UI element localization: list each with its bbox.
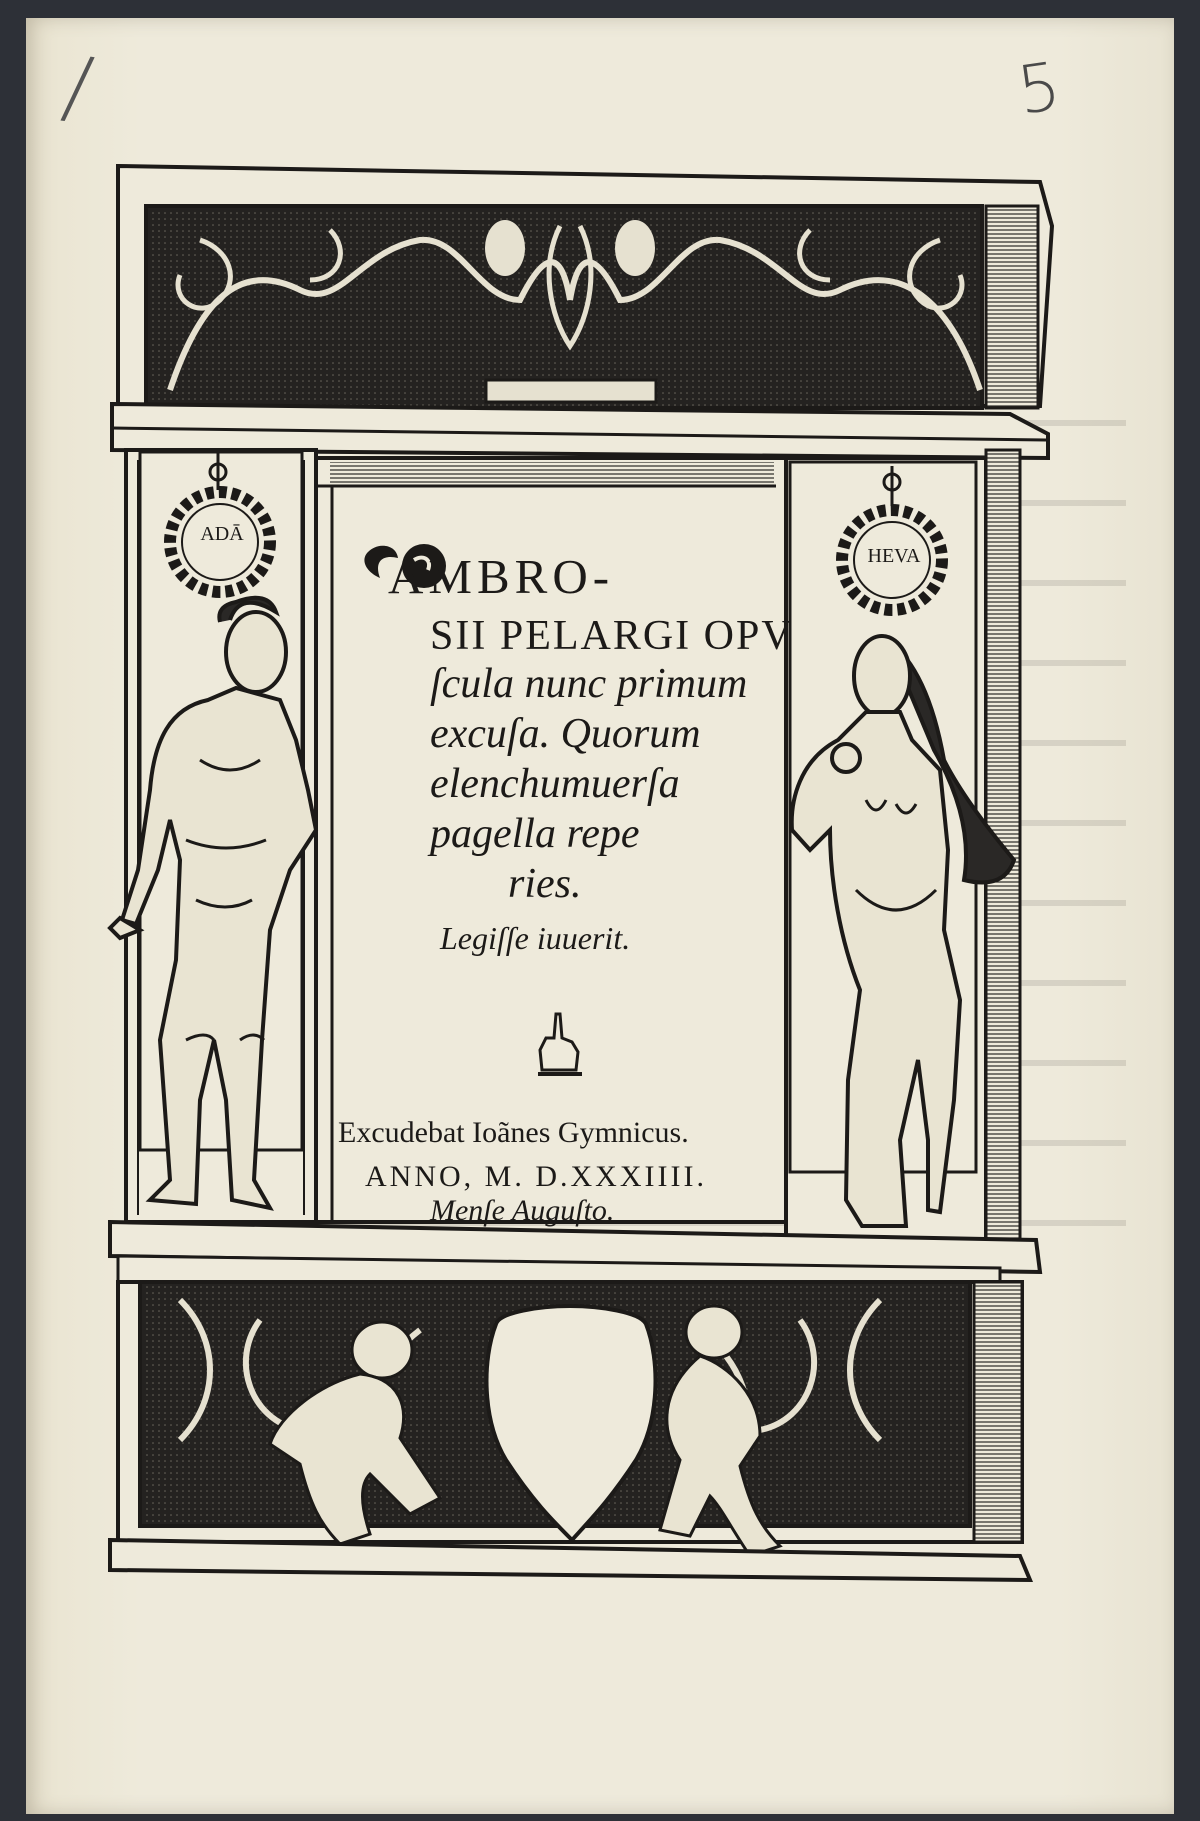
motto: Legiſſe iuuerit. — [440, 920, 631, 956]
title-line-3: ſcula nunc primum — [430, 661, 748, 707]
title-line-5: elenchumuerſa — [430, 761, 680, 807]
imprint-printer: Excudebat Ioãnes Gymnicus. — [338, 1116, 689, 1149]
adam-medallion-label: ADĀ — [200, 523, 244, 545]
title-line-6: pagella repe — [430, 811, 640, 857]
folio-number: 5 — [1012, 47, 1066, 130]
imprint-month: Menſe Auguſto. — [430, 1194, 615, 1227]
title-line-7: ries. — [508, 861, 582, 907]
title-line-1: AMBRO- — [388, 549, 615, 604]
pencil-mark: / — [57, 38, 99, 137]
title-line-2: SII PELARGI OPV — [430, 613, 794, 659]
top-frieze — [118, 166, 1052, 408]
bottom-frieze — [118, 1282, 1022, 1556]
bottom-base — [110, 1540, 1030, 1580]
imprint-year: ANNO, M. D.XXXIIII. — [365, 1160, 707, 1193]
title-line-4: excuſa. Quorum — [430, 711, 701, 757]
eve-medallion-label: HEVA — [867, 545, 921, 567]
